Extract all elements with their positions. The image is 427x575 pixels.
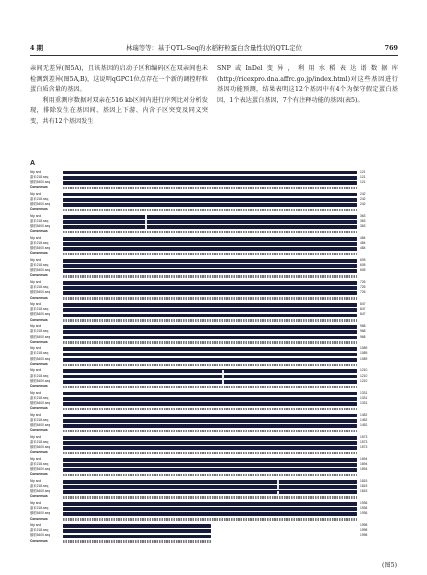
consensus-sequence [63, 408, 357, 410]
sequence-label: Consensus [30, 317, 48, 322]
consensus-sequence [63, 275, 357, 277]
consensus-sequence [63, 386, 357, 388]
sequence-label: 嘉禾218.seq [30, 218, 49, 223]
consensus-sequence [63, 364, 357, 366]
sequence-label: Consensus [30, 251, 48, 256]
sequence-bar [63, 446, 357, 450]
sequence-label: 镇稻5400.seq [30, 312, 51, 317]
paragraph: SNP或InDel变异，利用水稻表达谱数据库(http://ricexpro.dna.affrc.go.jp/index.html)对这些基因进行基因功能预测，结果表明这12个基因中有4个为保守假定蛋白基因，1个表达蛋白基因，7个有注释功能的基因(表5)。 [217, 65, 398, 104]
sequence-bar [63, 314, 357, 318]
sequence-bar [63, 512, 357, 516]
sequence-bar [63, 303, 357, 307]
sequence-bar [63, 468, 357, 472]
sequence-label: 嘉禾218.seq [30, 196, 49, 201]
sequence-bar [63, 176, 357, 180]
sequence-bar [63, 424, 357, 428]
sequence-bar [63, 502, 357, 506]
sequence-label: Nip snd [30, 302, 42, 307]
sequence-bar [63, 369, 357, 373]
consensus-row [30, 274, 398, 279]
position-number: 121 [360, 179, 366, 184]
sequence-bar [63, 330, 357, 334]
sequence-bar [63, 397, 357, 401]
right-column [217, 64, 398, 106]
position-number: 1452 [360, 412, 368, 417]
consensus-row [30, 451, 398, 456]
consensus-row [30, 296, 398, 301]
sequence-bar [63, 535, 211, 539]
position-number: 968 [360, 334, 366, 339]
consensus-sequence [63, 187, 357, 189]
sequence-label: 镇稻5400.seq [30, 268, 51, 273]
sequence-label: 嘉禾218.seq [30, 395, 49, 400]
position-number: 1815 [360, 489, 368, 494]
sequence-bar [63, 264, 357, 268]
position-number: 1936 [360, 506, 368, 511]
position-number: 1331 [360, 395, 368, 400]
sequence-bar [63, 336, 357, 340]
sequence-label: 镇稻5400.seq [30, 533, 51, 538]
position-number: 847 [360, 312, 366, 317]
consensus-row [30, 208, 398, 213]
sequence-label: Consensus [30, 383, 48, 388]
panel-label: A [30, 160, 36, 167]
sequence-bar [63, 402, 357, 406]
sequence-bar [63, 281, 357, 285]
sequence-bar [63, 419, 357, 423]
sequence-label: Nip snd [30, 213, 42, 218]
sequence-label: Nip snd [30, 235, 42, 240]
consensus-sequence [63, 430, 357, 432]
position-number: 484 [360, 246, 366, 251]
issue-label: 4 期 [30, 44, 44, 52]
sequence-label: 嘉禾218.seq [30, 174, 49, 179]
consensus-row [30, 340, 398, 345]
consensus-row [30, 384, 398, 389]
sequence-label: 镇稻5400.seq [30, 445, 51, 450]
position-number: 1089 [360, 346, 368, 351]
sequence-bar [63, 193, 357, 197]
figure-continuation-label: (图5) [382, 562, 397, 569]
sequence-label: Nip snd [30, 368, 42, 373]
sequence-label: 镇稻5400.seq [30, 290, 51, 295]
sequence-bar [63, 485, 357, 489]
sequence-bar [63, 436, 357, 440]
left-column [30, 64, 208, 128]
sequence-label: Consensus [30, 207, 48, 212]
position-number: 363 [360, 213, 366, 218]
consensus-row [30, 473, 398, 478]
sequence-bar [63, 286, 357, 290]
position-number: 1452 [360, 417, 368, 422]
consensus-sequence [63, 540, 211, 542]
sequence-bar [63, 171, 357, 175]
consensus-row [30, 495, 398, 500]
position-number: 1089 [360, 351, 368, 356]
sequence-label: 嘉禾218.seq [30, 329, 49, 334]
sequence-bar [63, 375, 357, 379]
position-number: 1694 [360, 467, 368, 472]
sequence-label: Nip snd [30, 434, 42, 439]
position-number: 1210 [360, 378, 368, 383]
sequence-label: 嘉禾218.seq [30, 439, 49, 444]
consensus-row [30, 252, 398, 257]
sequence-label: Consensus [30, 494, 48, 499]
position-number: 726 [360, 290, 366, 295]
sequence-label: 嘉禾218.seq [30, 461, 49, 466]
consensus-row [30, 362, 398, 367]
sequence-bar [63, 198, 357, 202]
position-number: 242 [360, 201, 366, 206]
position-number: 1815 [360, 478, 368, 483]
running-header [30, 41, 398, 56]
position-number: 1998 [360, 523, 368, 528]
sequence-bar [63, 220, 357, 224]
sequence-label: Nip snd [30, 169, 42, 174]
position-number: 363 [360, 218, 366, 223]
position-number: 1998 [360, 533, 368, 538]
sequence-label: 镇稻5400.seq [30, 511, 51, 516]
sequence-bar [63, 215, 357, 219]
position-number: 726 [360, 285, 366, 290]
sequence-bar [63, 291, 357, 295]
sequence-bar [63, 358, 357, 362]
sequence-label: 嘉禾218.seq [30, 351, 49, 356]
sequence-label: 嘉禾218.seq [30, 240, 49, 245]
position-number: 605 [360, 268, 366, 273]
position-number: 847 [360, 302, 366, 307]
sequence-bar [63, 458, 357, 462]
sequence-bar [63, 308, 357, 312]
consensus-sequence [63, 341, 357, 343]
running-title: 林瑞等等：基于QTL-Seq的水稻籽粒蛋白含量性状的QTL定位 [125, 44, 303, 52]
sequence-label: Consensus [30, 185, 48, 190]
consensus-sequence [63, 209, 357, 211]
sequence-bar [63, 242, 357, 246]
sequence-bar [63, 529, 211, 533]
sequence-bar [63, 347, 357, 351]
consensus-row [30, 429, 398, 434]
sequence-bar [63, 353, 357, 357]
sequence-bar [63, 203, 357, 207]
sequence-label: 镇稻5400.seq [30, 179, 51, 184]
position-number: 1089 [360, 356, 368, 361]
sequence-label: Nip snd [30, 324, 42, 329]
position-number: 484 [360, 235, 366, 240]
position-number: 605 [360, 263, 366, 268]
position-number: 1331 [360, 400, 368, 405]
position-number: 1573 [360, 434, 368, 439]
sequence-label: 嘉禾218.seq [30, 528, 49, 533]
consensus-sequence [63, 253, 357, 255]
sequence-bar [63, 269, 357, 273]
sequence-label: 镇稻5400.seq [30, 467, 51, 472]
sequence-bar [63, 463, 357, 467]
paragraph: 利用重测序数据对双亲在516 kb区间内进行序列比对分析发现，排除发生在基因间、基因上下游、内含子区突变及同义突变，共有12个基因发生 [30, 96, 208, 125]
consensus-row [30, 539, 398, 544]
consensus-sequence [63, 231, 357, 233]
position-number: 1998 [360, 528, 368, 533]
sequence-label: Nip snd [30, 390, 42, 395]
position-number: 1452 [360, 422, 368, 427]
position-number: 1573 [360, 439, 368, 444]
consensus-sequence [63, 297, 357, 299]
sequence-label: 镇稻5400.seq [30, 201, 51, 206]
sequence-label: Consensus [30, 361, 48, 366]
sequence-label: 嘉禾218.seq [30, 417, 49, 422]
position-number: 968 [360, 324, 366, 329]
consensus-row [30, 318, 398, 323]
sequence-label: 镇稻5400.seq [30, 489, 51, 494]
consensus-sequence [63, 474, 357, 476]
sequence-bar [63, 181, 357, 185]
sequence-label: Consensus [30, 273, 48, 278]
consensus-sequence [63, 518, 357, 520]
sequence-label: Nip snd [30, 412, 42, 417]
sequence-label: 镇稻5400.seq [30, 422, 51, 427]
sequence-label: Nip snd [30, 501, 42, 505]
sequence-bar [63, 480, 357, 484]
consensus-row [30, 186, 398, 191]
position-number: 1936 [360, 501, 368, 505]
position-number: 1694 [360, 461, 368, 466]
sequence-bar [63, 524, 211, 528]
position-number: 242 [360, 196, 366, 201]
sequence-bar [63, 237, 357, 241]
sequence-label: 镇稻5400.seq [30, 356, 51, 361]
position-number: 1573 [360, 445, 368, 450]
sequence-label: 嘉禾218.seq [30, 484, 49, 489]
consensus-row [30, 517, 398, 522]
paragraph: 亲间无差异(图5A)，且该基因的启动子区和编码区在双亲间也未检测到差异(图5A,B)，这说明qGPC1位点存在一个新的调控籽粒蛋白质含量的基因。 [30, 65, 208, 94]
sequence-bar [63, 490, 357, 494]
sequence-bar [63, 247, 357, 251]
position-number: 121 [360, 169, 366, 174]
sequence-label: 嘉禾218.seq [30, 506, 49, 511]
consensus-sequence [63, 452, 357, 454]
position-number: 1815 [360, 484, 368, 489]
sequence-bar [63, 380, 357, 384]
alignment-block [30, 524, 398, 554]
position-number: 484 [360, 240, 366, 245]
sequence-label: Nip snd [30, 191, 42, 196]
sequence-label: Nip snd [30, 478, 42, 483]
sequence-label: Nip snd [30, 456, 42, 461]
sequence-label: Consensus [30, 516, 48, 521]
consensus-row [30, 230, 398, 235]
sequence-label: Nip snd [30, 280, 42, 284]
sequence-label: Nip snd [30, 523, 42, 528]
page-number: 769 [384, 44, 398, 52]
sequence-label: Nip snd [30, 346, 42, 351]
position-number: 1694 [360, 456, 368, 461]
sequence-label: Consensus [30, 428, 48, 433]
sequence-bar [63, 225, 357, 229]
position-number: 847 [360, 307, 366, 312]
sequence-label: Consensus [30, 229, 48, 234]
sequence-bar [63, 414, 357, 418]
position-number: 1331 [360, 390, 368, 395]
sequence-label: Consensus [30, 406, 48, 411]
sequence-bar [63, 507, 357, 511]
position-number: 363 [360, 224, 366, 229]
position-number: 1210 [360, 373, 368, 378]
sequence-bar [63, 325, 357, 329]
sequence-bar [63, 259, 357, 263]
sequence-label: 嘉禾218.seq [30, 307, 49, 312]
sequence-label: 镇稻5400.seq [30, 334, 51, 339]
sequence-label: 镇稻5400.seq [30, 378, 51, 383]
sequence-label: 镇稻5400.seq [30, 400, 51, 405]
sequence-label: Consensus [30, 538, 48, 543]
sequence-bar [63, 441, 357, 445]
sequence-label: 镇稻5400.seq [30, 246, 51, 251]
position-number: 121 [360, 174, 366, 179]
sequence-label: Consensus [30, 295, 48, 300]
sequence-label: Consensus [30, 339, 48, 344]
sequence-label: Consensus [30, 450, 48, 455]
sequence-label: 嘉禾218.seq [30, 285, 49, 290]
sequence-label: 嘉禾218.seq [30, 373, 49, 378]
position-number: 968 [360, 329, 366, 334]
position-number: 1210 [360, 368, 368, 373]
position-number: 1936 [360, 511, 368, 516]
position-number: 242 [360, 191, 366, 196]
position-number: 605 [360, 257, 366, 262]
sequence-label: 嘉禾218.seq [30, 263, 49, 268]
consensus-row [30, 407, 398, 412]
consensus-sequence [63, 319, 357, 321]
sequence-label: 镇稻5400.seq [30, 224, 51, 229]
sequence-label: Nip snd [30, 257, 42, 262]
sequence-label: Consensus [30, 472, 48, 477]
consensus-sequence [63, 496, 357, 498]
position-number: 726 [360, 280, 366, 284]
sequence-bar [63, 392, 357, 396]
